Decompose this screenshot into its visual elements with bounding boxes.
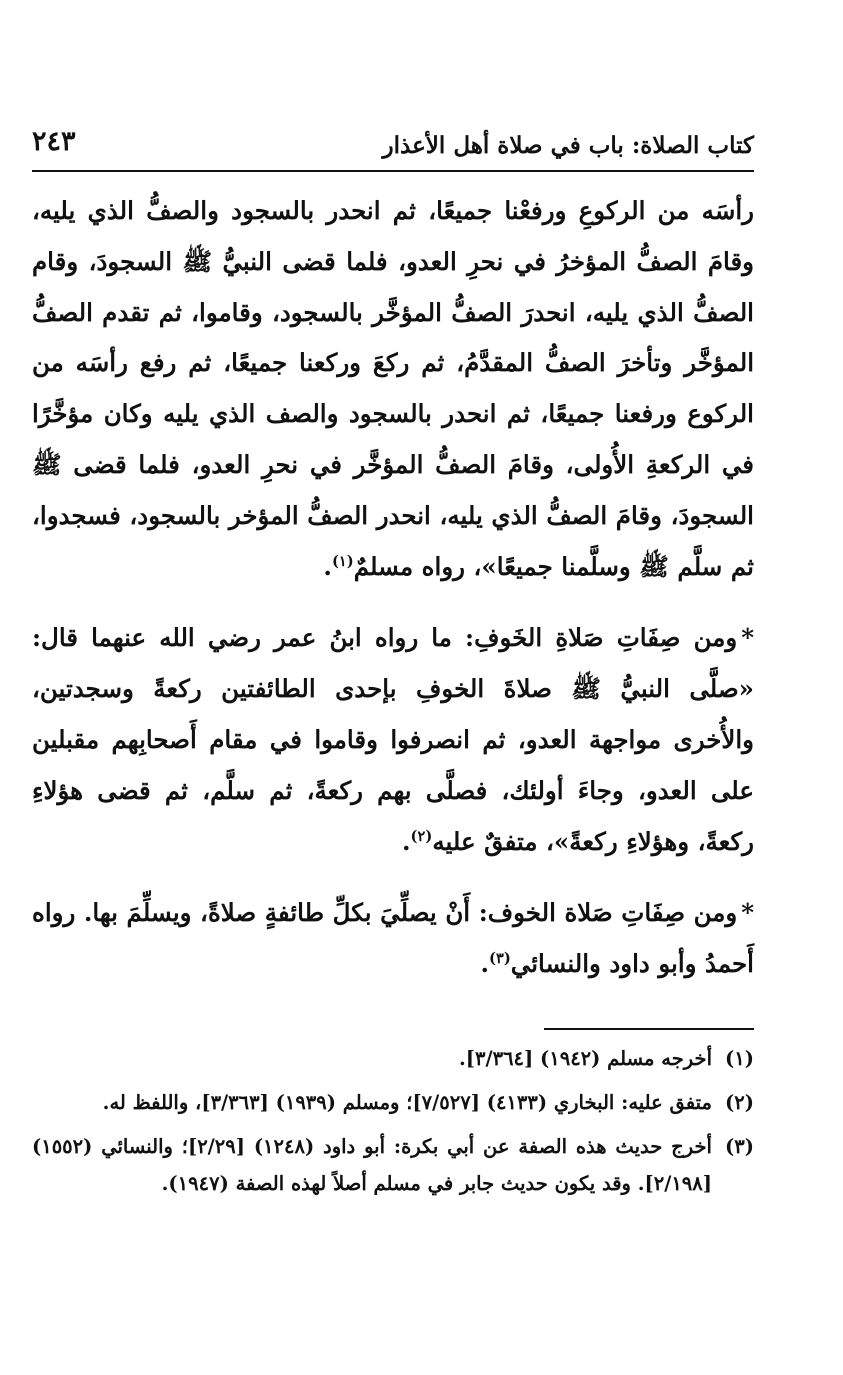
paragraph-2-period: . [402, 826, 411, 856]
paragraph-1-text: رأسَه من الركوعِ ورفعْنا جميعًا، ثم انحدر بالسجود والصفُّ الذي يليه، وقامَ الصفُّ المؤخرُ في نحرِ العدو، فلما قضى النبيُّ ﷺ السجودَ، وقام الصفُّ الذي يليه، انحدرَ الصفُّ المؤخَّر بالسجود، وقاموا، ثم تقدم الصفُّ المؤخَّر وتأخرَ الصفُّ المقدَّمُ، ثم ركعَ وركعنا جميعًا، ثم رفع رأسَه من الركوع ورفعنا جميعًا، ثم انحدر بالسجود والصف الذي يليه وكان مؤخَّرًا في الركعةِ الأُولى، وقامَ الصفُّ المؤخَّر في نحرِ العدو، فلما قضى ﷺ السجودَ، وقامَ الصفُّ الذي يليه، انحدر الصفُّ المؤخر بالسجود، فسجدوا، ثم سلَّم ﷺ وسلَّمنا جميعًا»، رواه مسلمٌ [32, 196, 754, 581]
footnote-2 [32, 1084, 754, 1121]
page-header [32, 118, 754, 172]
footnote-text: أخرج حديث هذه الصفة عن أبي بكرة: أبو داود (١٢٤٨) [٢/٢٩]؛ والنسائي (١٥٥٢) [٢/١٩٨]. وقد يكون حديث جابر في مسلم أصلاً لهذه الصفة (١٩٤٧). [32, 1134, 712, 1195]
footnote-text: أخرجه مسلم (١٩٤٢) [٣/٣٦٤]. [458, 1046, 712, 1070]
footnote-3 [32, 1128, 754, 1202]
footnote-divider [544, 1028, 754, 1030]
footnote-ref-2: (٢) [410, 827, 433, 845]
main-text [32, 186, 754, 990]
paragraph-1 [32, 186, 754, 592]
footnote-number: (٢) [725, 1090, 754, 1114]
footnote-ref-1: (١) [331, 552, 354, 570]
star-bullet: * [741, 623, 754, 653]
footnote-ref-3: (٣) [489, 950, 511, 967]
paragraph-2 [32, 613, 754, 867]
footnotes [32, 1040, 754, 1202]
paragraph-3 [32, 888, 754, 990]
footnote-1 [32, 1040, 754, 1077]
footnote-number: (٣) [725, 1134, 754, 1158]
paragraph-3-period: . [480, 949, 489, 979]
footnote-text: متفق عليه: البخاري (٤١٣٣) [٧/٥٢٧]؛ ومسلم (١٩٣٩) [٣/٣٦٣]، واللفظ له. [102, 1090, 712, 1114]
page-number: ٢٤٣ [32, 126, 76, 157]
footnote-number: (١) [725, 1046, 754, 1070]
paragraph-1-period: . [323, 551, 332, 581]
star-bullet: * [741, 898, 754, 928]
paragraph-2-text: ومن صِفَاتِ صَلاةِ الخَوفِ: ما رواه ابنُ عمر رضي الله عنهما قال: «صلَّى النبيُّ ﷺ صلاةَ الخوفِ بإحدى الطائفتين ركعةً وسجدتين، والأُخرى مواجهة العدو، ثم انصرفوا وقاموا في مقام أَصحابِهم مقبلين على العدو، وجاءَ أولئك، فصلَّى بهم ركعةً، ثم سلَّم، ثم قضى هؤلاءِ ركعةً، وهؤلاءِ ركعةً»، متفقٌ عليه [32, 623, 754, 856]
book-page [32, 118, 754, 1209]
paragraph-3-text: ومن صِفَاتِ صَلاة الخوف: أَنْ يصلِّيَ بكلِّ طائفةٍ صلاةً، ويسلِّمَ بها. رواه أَحمدُ وأبو داود والنسائي [32, 898, 754, 979]
running-title: كتاب الصلاة: باب في صلاة أهل الأعذار [382, 132, 754, 159]
